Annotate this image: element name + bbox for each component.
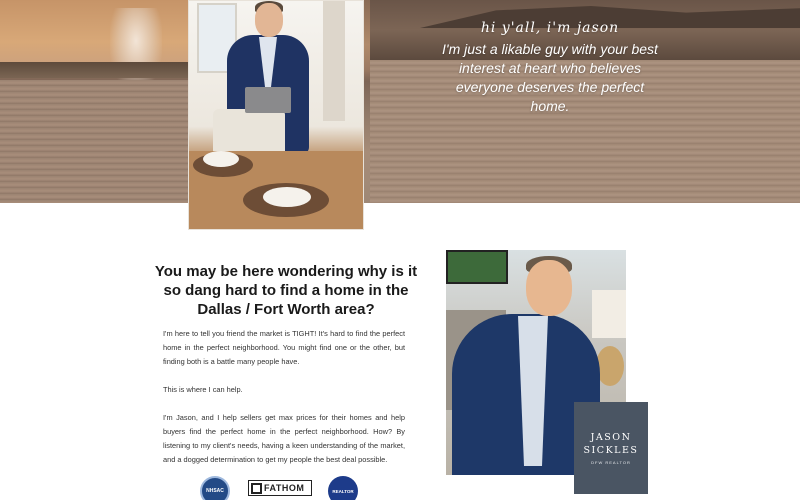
agent-name-card [574, 402, 648, 494]
agent-role: DFW REALTOR [591, 460, 631, 465]
tree-line [0, 62, 190, 78]
hero-banner [0, 0, 800, 203]
agent-photo-dining [188, 0, 364, 230]
intro-paragraph: I'm Jason, and I help sellers get max prices for their homes and help buyers find the perfect home in the perfect neighborhood. How? By listening to my client's needs, having a keen understanding of the market, and a dogged determination to get my people the best deal possible. [163, 413, 405, 464]
laptop-icon [245, 87, 291, 113]
hero-text-block [440, 20, 660, 116]
hero-greeting: hi y'all, i'm jason [480, 20, 620, 36]
agent-last-name: SICKLES [583, 445, 639, 456]
nhsac-badge-icon: NHSAC [200, 476, 230, 500]
intro-body [163, 327, 405, 481]
intro-paragraph: This is where I can help. [163, 385, 243, 394]
intro-heading: You may be here wondering why is it so dang hard to find a home in the Dallas / Fort Worth area? [154, 263, 418, 318]
lake-image-left [0, 80, 190, 203]
intro-paragraph: I'm here to tell you friend the market is TIGHT! It's hard to find the perfect home in the perfect neighborhood. You might find one or the other, but finding both is a battle many people have. [163, 329, 405, 366]
realtor-badge-icon: REALTOR [328, 476, 358, 500]
fathom-logo-text: FATHOM [264, 483, 305, 493]
affiliation-badges [200, 476, 362, 500]
hero-tagline: I'm just a likable guy with your best interest at heart who believes everyone deserves the perfect home. [442, 41, 658, 114]
fathom-logo-icon [251, 483, 262, 494]
agent-first-name: JASON [590, 432, 632, 443]
fathom-realty-logo [248, 480, 312, 496]
